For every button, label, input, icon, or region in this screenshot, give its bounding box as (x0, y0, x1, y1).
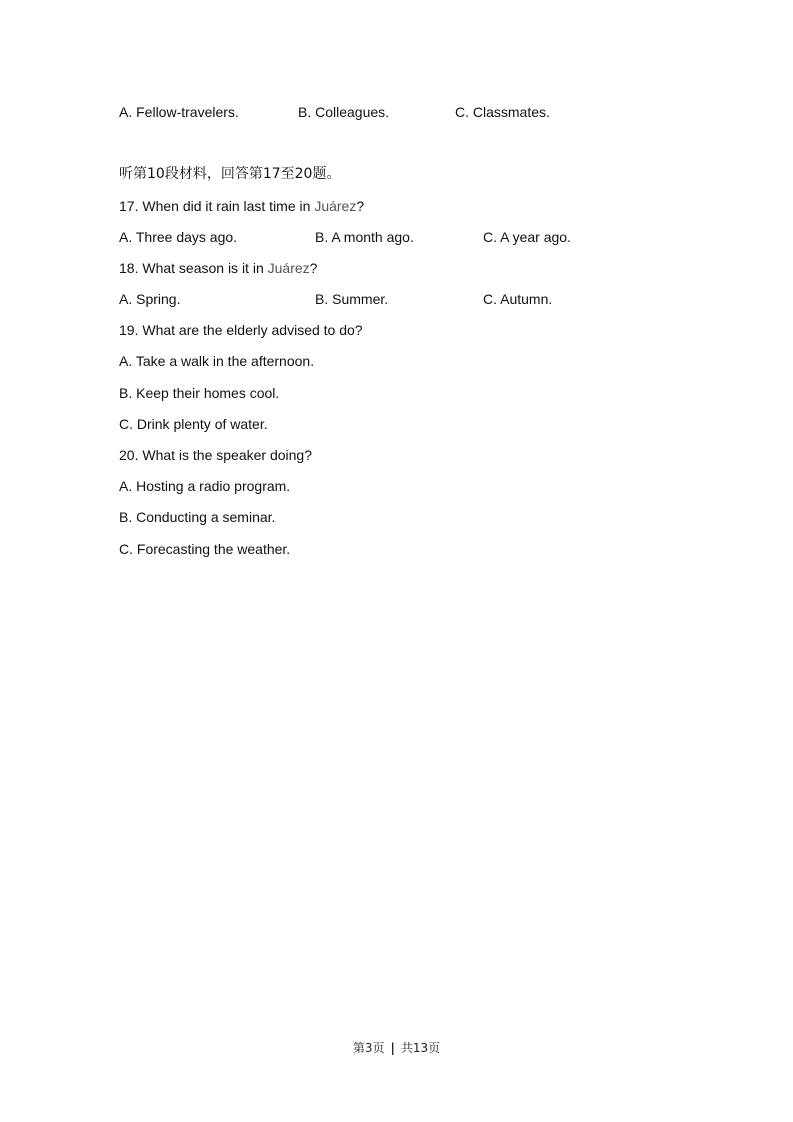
question-18-stem-prefix: 18. What season is it in (119, 260, 268, 276)
question-20-stem: 20. What is the speaker doing? (119, 447, 313, 463)
question-17-stem (119, 197, 364, 215)
q16-option-c: C. Classmates. (455, 104, 550, 120)
question-17-option-a: A. Three days ago. (119, 229, 238, 245)
page-footer (0, 1040, 793, 1056)
footer-separator: | (390, 1041, 395, 1055)
footer-total-pages: 共13页 (400, 1041, 441, 1055)
question-17-stem-suffix: ? (356, 198, 365, 214)
question-18-stem-suffix: ? (309, 260, 318, 276)
question-19-option-c: C. Drink plenty of water. (119, 416, 268, 432)
footer-page-number: 第3页 (352, 1041, 385, 1055)
question-19-option-b: B. Keep their homes cool. (119, 385, 280, 401)
question-17-option-c: C. A year ago. (483, 229, 571, 245)
q16-option-b: B. Colleagues. (298, 104, 390, 120)
question-17-place: Juárez (314, 198, 357, 214)
question-20-option-c: C. Forecasting the weather. (119, 541, 291, 557)
question-18-option-b: B. Summer. (315, 291, 389, 307)
question-20-option-a: A. Hosting a radio program. (119, 478, 291, 494)
section-instruction: 听第10段材料，回答第17至20题。 (119, 166, 341, 182)
question-18-place: Juárez (267, 260, 310, 276)
question-18-stem (119, 259, 317, 277)
question-18-option-c: C. Autumn. (483, 291, 553, 307)
question-19-stem: 19. What are the elderly advised to do? (119, 322, 363, 338)
question-17-option-b: B. A month ago. (315, 229, 414, 245)
question-19-option-a: A. Take a walk in the afternoon. (119, 353, 315, 369)
q16-option-a: A. Fellow-travelers. (119, 104, 239, 120)
question-20-option-b: B. Conducting a seminar. (119, 509, 276, 525)
question-17-stem-prefix: 17. When did it rain last time in (119, 198, 315, 214)
question-18-option-a: A. Spring. (119, 291, 181, 307)
